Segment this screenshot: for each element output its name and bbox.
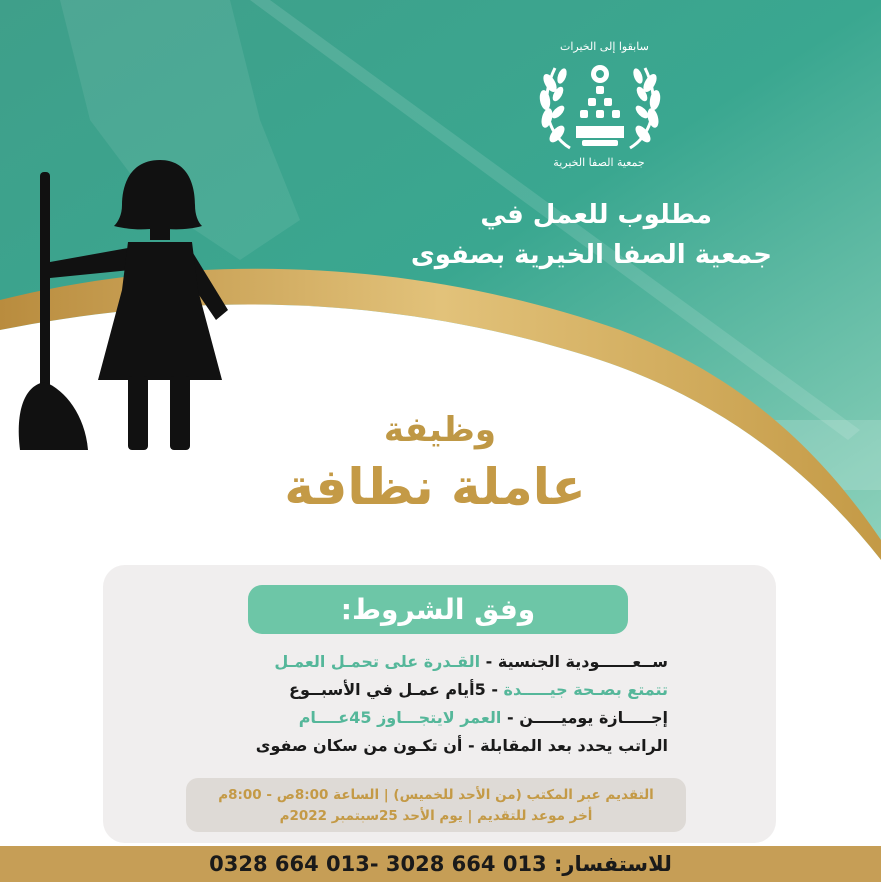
condition-3-dark: إجـــــازة يوميـــــن - — [501, 708, 668, 727]
application-deadline: أخر موعد للتقديم | يوم الأحد 25سبتمبر 2022م — [279, 808, 593, 824]
condition-2-teal: تتمتع بصـحة جيـــــدة — [497, 680, 668, 699]
condition-1-teal: القـدرة على تحمـل العمـل — [274, 652, 481, 671]
logo-top-text: سابقوا إلى الخيرات — [560, 40, 649, 53]
header-line-2: جمعية الصفا الخيرية بصفوى — [410, 240, 772, 270]
conditions-header — [248, 585, 628, 634]
header-line-1: مطلوب للعمل في — [480, 200, 712, 230]
contact-phone-numbers: للاستفسار: 013 664 3028 -013 664 0328 — [209, 852, 672, 876]
condition-1-dark: ســعــــــودية الجنسية - — [480, 652, 668, 671]
condition-4-dark: الراتب يحدد بعد المقابلة - أن تكـون من سكان صفوى — [255, 736, 668, 755]
conditions-header-text: وفق الشروط: — [340, 593, 536, 626]
condition-line-1 — [198, 650, 668, 674]
condition-3-teal: العمر لايتجـــاوز 45عــــام — [298, 708, 502, 727]
job-title: عاملة نظافة — [284, 458, 586, 516]
condition-line-4 — [198, 734, 668, 758]
condition-line-3 — [198, 706, 668, 730]
application-hours: التقديم عبر المكتب (من الأحد للخميس) | الساعة 8:00ص - 8:00م — [218, 787, 654, 803]
job-label: وظيفة — [383, 410, 497, 450]
cleaning-woman-with-broom-icon — [10, 150, 240, 460]
condition-2-dark: - 5أيام عمـل في الأسبــوع — [289, 680, 498, 699]
condition-line-2 — [198, 678, 668, 702]
logo-bottom-text: جمعية الصفا الخيرية — [553, 156, 645, 169]
